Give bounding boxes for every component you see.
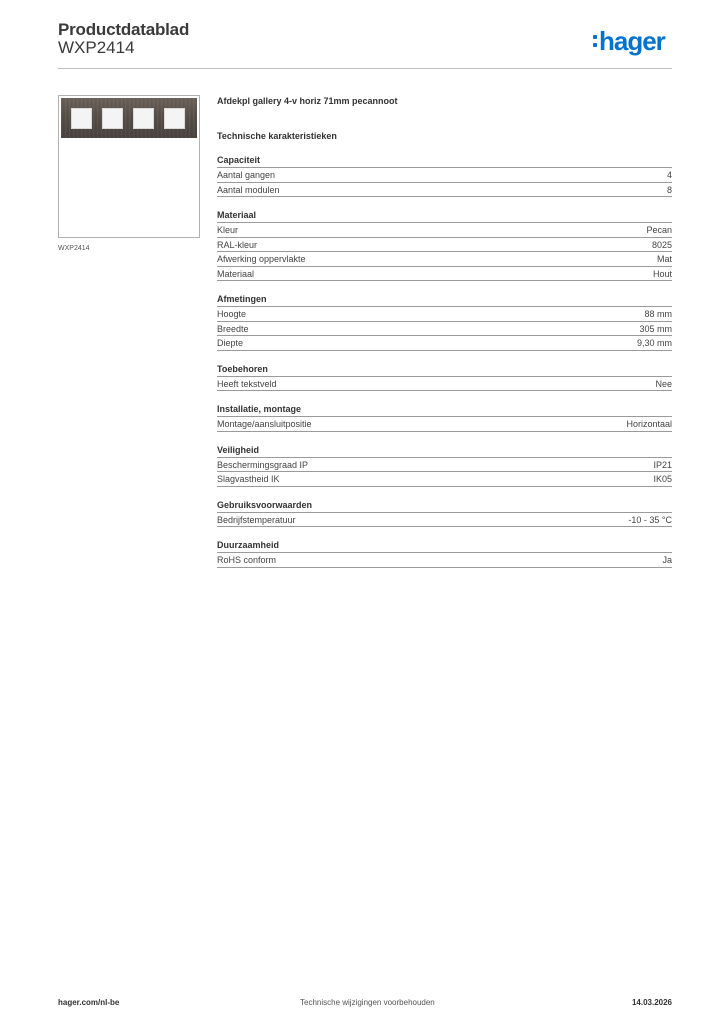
spec-row <box>217 336 672 351</box>
logo-dots-icon <box>593 30 597 52</box>
spec-section <box>217 499 672 528</box>
spec-value: 305 mm <box>639 323 672 334</box>
spec-label: Breedte <box>217 323 249 334</box>
section-title: Veiligheid <box>217 444 672 458</box>
spec-row <box>217 553 672 568</box>
page-header-title: Productdatablad <box>58 20 190 39</box>
footer-website: hager.com/nl-be <box>58 998 120 1007</box>
spec-label: Kleur <box>217 225 239 235</box>
spec-value: Hout <box>652 268 672 279</box>
spec-row <box>217 252 672 267</box>
spec-sections <box>217 154 672 568</box>
plate-opening <box>133 108 154 129</box>
spec-value: 9,30 mm <box>636 338 672 348</box>
spec-value: IP21 <box>653 459 672 470</box>
spec-value: Mat <box>656 254 672 264</box>
spec-section <box>217 154 672 197</box>
footer-disclaimer: Technische wijzigingen voorbehouden <box>300 998 435 1007</box>
footer-date: 14.03.2026 <box>631 998 672 1007</box>
spec-value: Pecan <box>646 225 672 235</box>
spec-row <box>217 513 672 528</box>
spec-section <box>217 209 672 281</box>
spec-label: Bedrijfstemperatuur <box>217 514 296 525</box>
section-title: Afmetingen <box>217 293 672 307</box>
spec-value: 88 mm <box>644 309 672 319</box>
spec-label: Montage/aansluitpositie <box>217 419 312 429</box>
hager-logo <box>593 26 665 56</box>
spec-section <box>217 363 672 392</box>
product-image <box>58 95 200 238</box>
spec-value: -10 - 35 °C <box>628 514 672 525</box>
spec-row <box>217 267 672 282</box>
spec-row <box>217 168 672 183</box>
spec-section <box>217 539 672 568</box>
spec-value: Ja <box>662 555 672 565</box>
spec-label: Diepte <box>217 338 244 348</box>
product-code: WXP2414 <box>58 38 135 57</box>
spec-section <box>217 444 672 487</box>
spec-label: RAL-kleur <box>217 239 258 250</box>
section-title: Materiaal <box>217 209 672 223</box>
spec-row <box>217 307 672 322</box>
tech-characteristics-heading: Technische karakteristieken <box>217 131 337 141</box>
logo-text: hager <box>599 26 665 56</box>
plate-opening <box>102 108 123 129</box>
spec-value: 8025 <box>651 239 672 250</box>
spec-row <box>217 223 672 238</box>
spec-label: Heeft tekstveld <box>217 378 277 389</box>
spec-row <box>217 417 672 432</box>
image-caption: WXP2414 <box>58 245 90 252</box>
spec-value: Nee <box>655 378 672 389</box>
spec-value: Horizontaal <box>626 419 672 429</box>
spec-row <box>217 377 672 392</box>
product-description: Afdekpl gallery 4-v horiz 71mm pecannoot <box>217 96 398 106</box>
product-specs <box>217 95 672 568</box>
spec-section <box>217 403 672 432</box>
section-title: Duurzaamheid <box>217 539 672 553</box>
cover-plate-illustration <box>61 98 197 138</box>
spec-label: Beschermingsgraad IP <box>217 459 309 470</box>
section-title: Gebruiksvoorwaarden <box>217 499 672 513</box>
spec-row <box>217 183 672 198</box>
section-title: Installatie, montage <box>217 403 672 417</box>
plate-opening <box>71 108 92 129</box>
spec-value: 4 <box>666 170 672 180</box>
spec-label: Slagvastheid IK <box>217 474 280 484</box>
plate-opening <box>164 108 185 129</box>
section-title: Toebehoren <box>217 363 672 377</box>
spec-row <box>217 472 672 487</box>
spec-value: IK05 <box>653 474 672 484</box>
spec-row <box>217 322 672 337</box>
spec-label: Aantal gangen <box>217 170 276 180</box>
spec-label: Materiaal <box>217 268 255 279</box>
spec-label: Aantal modulen <box>217 184 280 195</box>
spec-value: 8 <box>666 184 672 195</box>
spec-label: RoHS conform <box>217 555 277 565</box>
section-title: Capaciteit <box>217 154 672 168</box>
spec-row <box>217 238 672 253</box>
spec-row <box>217 458 672 473</box>
spec-label: Hoogte <box>217 309 247 319</box>
header-divider <box>58 68 672 69</box>
spec-label: Afwerking oppervlakte <box>217 254 306 264</box>
spec-section <box>217 293 672 351</box>
